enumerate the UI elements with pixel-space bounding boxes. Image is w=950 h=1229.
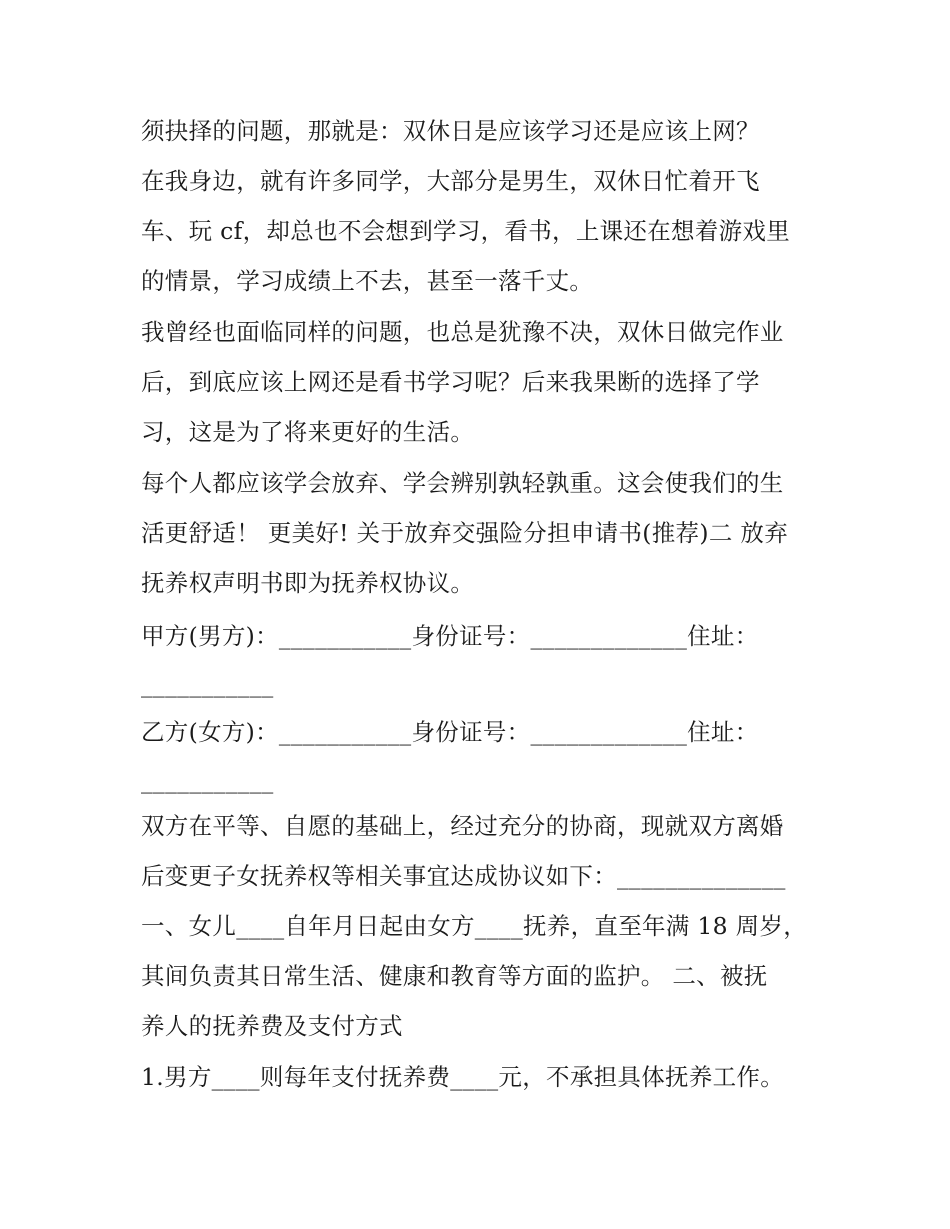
text-line: 双方在平等、自愿的基础上，经过充分的协商，现就双方离婚 bbox=[141, 812, 784, 840]
text-line: 我曾经也面临同样的问题，也总是犹豫不决，双休日做完作业 bbox=[141, 318, 784, 346]
text-line: 养人的抚养费及支付方式 bbox=[141, 1012, 403, 1040]
text-line: 须抉择的问题，那就是：双休日是应该学习还是应该上网？ bbox=[141, 117, 760, 145]
text-line: 车、玩 cf，却总也不会想到学习，看书，上课还在想着游戏里 bbox=[141, 217, 791, 245]
text-line: 后变更子女抚养权等相关事宜达成协议如下：______________ bbox=[141, 862, 786, 890]
text-line: 一、女儿____自年月日起由女方____抚养，直至年满 18 周岁， bbox=[141, 912, 808, 940]
text-line: 抚养权声明书即为抚养权协议。 bbox=[141, 569, 475, 597]
blank-line: ___________ bbox=[141, 670, 274, 698]
party-a-line: 甲方(男方)：___________身份证号：_____________住址： bbox=[141, 622, 759, 650]
text-line: 在我身边，就有许多同学，大部分是男生，双休日忙着开飞 bbox=[141, 167, 760, 195]
text-line: 活更舒适！ 更美好! 关于放弃交强险分担申请书(推荐)二 放弃 bbox=[141, 519, 788, 547]
party-b-line: 乙方(女方)：___________身份证号：_____________住址： bbox=[141, 718, 759, 746]
text-line: 后，到底应该上网还是看书学习呢？后来我果断的选择了学 bbox=[141, 368, 760, 396]
text-line: 1.男方____则每年支付抚养费____元，不承担具体抚养工作。 bbox=[141, 1063, 785, 1091]
blank-line: ___________ bbox=[141, 766, 274, 794]
text-line: 每个人都应该学会放弃、学会辨别孰轻孰重。这会使我们的生 bbox=[141, 469, 784, 497]
text-line: 的情景，学习成绩上不去，甚至一落千丈。 bbox=[141, 267, 594, 295]
text-line: 习，这是为了将来更好的生活。 bbox=[141, 418, 475, 446]
text-line: 其间负责其日常生活、健康和教育等方面的监护。 二、被抚 bbox=[141, 962, 768, 990]
